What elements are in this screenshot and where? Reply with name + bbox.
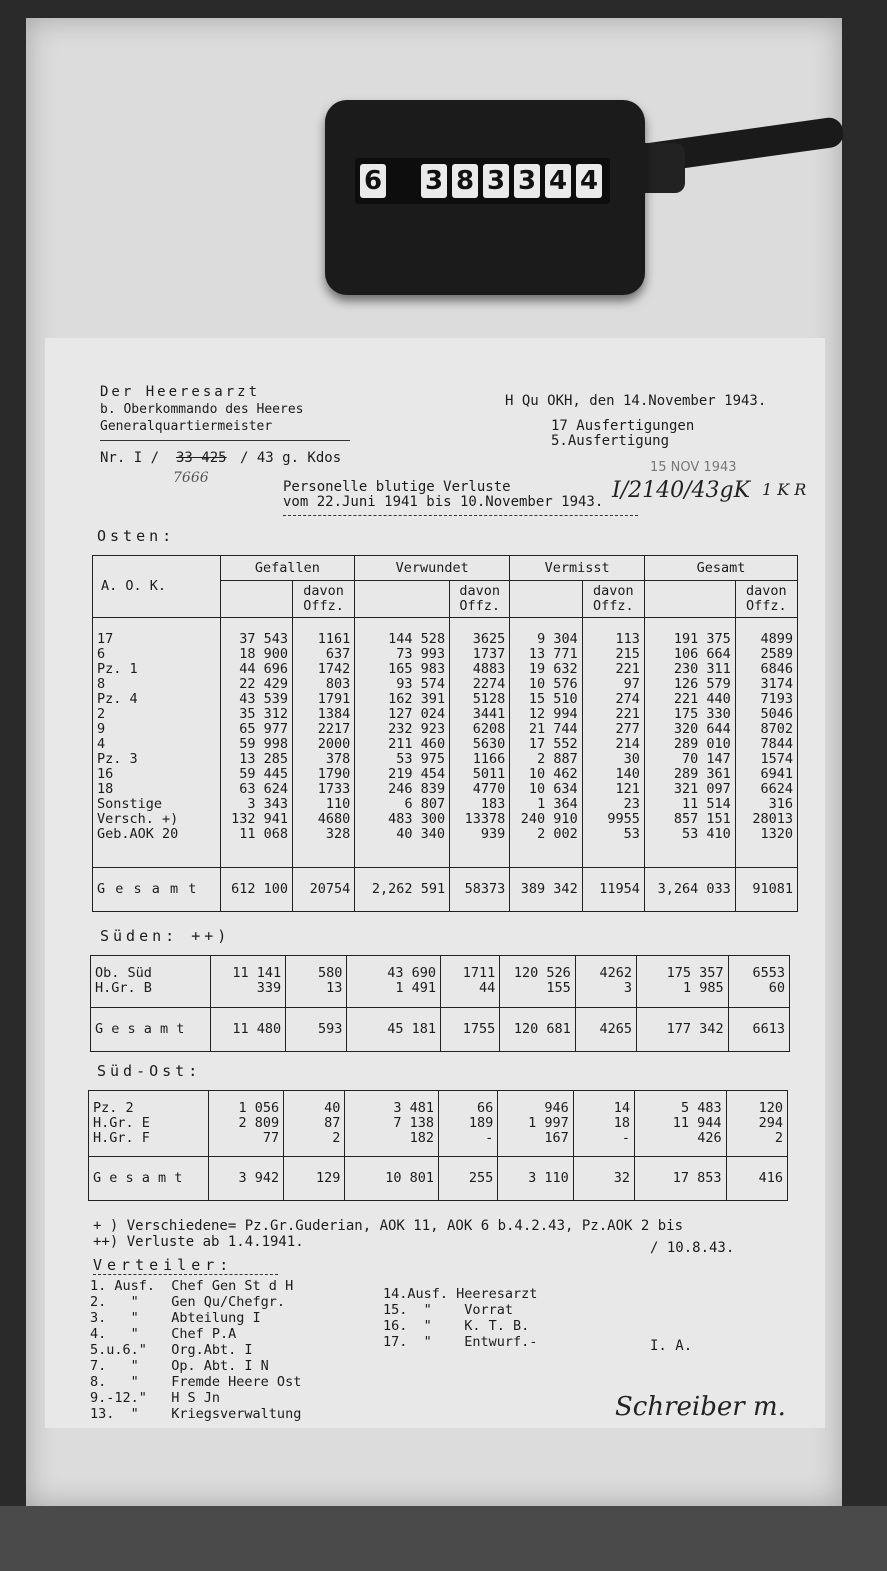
suedost-ges: 5 483 11 944 426 xyxy=(635,1091,727,1157)
ref-handwritten: 7666 xyxy=(173,470,209,486)
counter-digit: 3 xyxy=(514,164,540,198)
col-ges-offz: davon Offz. xyxy=(735,581,797,618)
counter-digit: 4 xyxy=(576,164,602,198)
osten-ver: 144 528 73 993 165 983 93 574 162 391 127 024 232 923 211 460 53 975 219 454 246 839 6 807 483 300 40 340 xyxy=(355,618,450,868)
osten-total-gef-offz: 20754 xyxy=(292,868,354,912)
sueden-total-label: G e s a m t xyxy=(91,1008,211,1052)
col-gef-offz: davon Offz. xyxy=(292,581,354,618)
verteiler-right: 14.Ausf. Heeresarzt 15. " Vorrat 16. " K. T. B. 17. " Entwurf.- xyxy=(383,1286,538,1350)
sender-underline xyxy=(100,440,350,441)
suedost-ges-offz: 120 294 2 xyxy=(726,1091,787,1157)
sueden-gef-offz: 580 13 xyxy=(286,956,347,1008)
suedost-total-gef-offz: 129 xyxy=(284,1157,345,1201)
section-sueden: Süden: ++) xyxy=(100,927,231,945)
table-osten xyxy=(92,555,798,912)
copy-number: 5.Ausfertigung xyxy=(551,433,670,449)
col-ver-total xyxy=(355,581,450,618)
footnote-2-cont: / 10.8.43. xyxy=(650,1240,735,1256)
copies-count: 17 Ausfertigungen xyxy=(551,418,695,434)
suedost-vm: 946 1 997 167 xyxy=(498,1091,573,1157)
sueden-total-ver-offz: 1755 xyxy=(440,1008,499,1052)
counter-digit: 3 xyxy=(483,164,509,198)
sueden-vm-offz: 4262 3 xyxy=(575,956,636,1008)
suedost-vm-offz: 14 18 - xyxy=(573,1091,634,1157)
suedost-total-ver-offz: 255 xyxy=(438,1157,497,1201)
col-vm-offz: davon Offz. xyxy=(582,581,644,618)
suedost-gef: 1 056 2 809 77 xyxy=(208,1091,283,1157)
col-aok: A. O. K. xyxy=(93,556,221,618)
handwritten-reference: I/2140/43gK xyxy=(612,478,751,503)
received-stamp: 15 NOV 1943 xyxy=(650,460,737,475)
sueden-total-gef: 11 480 xyxy=(210,1008,285,1052)
suedost-ver-offz: 66 189 - xyxy=(438,1091,497,1157)
ref-suffix: / 43 g. Kdos xyxy=(240,450,342,466)
ref-struck: 33 425 xyxy=(176,450,227,466)
suedost-total-vm-offz: 32 xyxy=(573,1157,634,1201)
title-line-1: Personelle blutige Verluste xyxy=(283,479,511,495)
counter-body xyxy=(325,100,645,295)
counter-digit: 6 xyxy=(360,164,386,198)
sueden-gef: 11 141 339 xyxy=(210,956,285,1008)
suedost-total-gef: 3 942 xyxy=(208,1157,283,1201)
col-gef-total xyxy=(220,581,292,618)
col-verwundet: Verwundet xyxy=(355,556,510,581)
counter-digit: 3 xyxy=(421,164,447,198)
section-osten: Osten: xyxy=(97,527,176,545)
signature: Schreiber m. xyxy=(615,1392,786,1422)
sueden-total-gef-offz: 593 xyxy=(286,1008,347,1052)
sueden-vm: 120 526 155 xyxy=(500,956,575,1008)
sender-line-3: Generalquartiermeister xyxy=(100,419,273,434)
osten-total-ver: 2,262 591 xyxy=(355,868,450,912)
col-vermisst: Vermisst xyxy=(510,556,645,581)
ref-prefix: Nr. I / xyxy=(100,450,160,466)
osten-total-ver-offz: 58373 xyxy=(450,868,510,912)
osten-ges: 191 375 106 664 230 311 126 579 221 440 175 330 320 644 289 010 70 147 289 361 321 097 11 514 857 151 53 410 xyxy=(644,618,735,868)
sueden-total-ver: 45 181 xyxy=(347,1008,441,1052)
table-suedost xyxy=(88,1090,788,1201)
counter-digit: 8 xyxy=(452,164,478,198)
sueden-ges-offz: 6553 60 xyxy=(728,956,789,1008)
photo-bottom-band xyxy=(0,1506,887,1571)
footnote-2: ++) Verluste ab 1.4.1941. xyxy=(93,1234,304,1250)
osten-ver-offz: 3625 1737 4883 2274 5128 3441 6208 5630 1166 5011 4770 183 13378 939 xyxy=(450,618,510,868)
osten-total-ges-offz: 91081 xyxy=(735,868,797,912)
sueden-ver-offz: 1711 44 xyxy=(440,956,499,1008)
suedost-total-vm: 3 110 xyxy=(498,1157,573,1201)
osten-ges-offz: 4899 2589 6846 3174 7193 5046 8702 7844 1574 6941 6624 316 28013 1320 xyxy=(735,618,797,868)
counter-window xyxy=(355,158,610,204)
title-line-2: vom 22.Juni 1941 bis 10.November 1943. xyxy=(283,494,604,510)
suedost-total-ges-offz: 416 xyxy=(726,1157,787,1201)
verteiler-title: Verteiler: xyxy=(93,1256,234,1274)
suedost-gef-offz: 40 87 2 xyxy=(284,1091,345,1157)
sueden-ges: 175 357 1 985 xyxy=(637,956,729,1008)
osten-total-vm: 389 342 xyxy=(510,868,582,912)
osten-total-gef: 612 100 xyxy=(220,868,292,912)
section-suedost: Süd-Ost: xyxy=(97,1062,202,1080)
counter-digit: 4 xyxy=(545,164,571,198)
sueden-labels: Ob. Süd H.Gr. B xyxy=(91,956,211,1008)
osten-labels: 17 6 Pz. 1 8 Pz. 4 2 9 4 Pz. 3 16 18 Sonstige Versch. +) Geb.AOK 20 xyxy=(93,618,221,868)
sueden-total-vm: 120 681 xyxy=(500,1008,575,1052)
col-gefallen: Gefallen xyxy=(220,556,355,581)
osten-vm: 9 304 13 771 19 632 10 576 15 510 12 994 21 744 17 552 2 887 10 462 10 634 1 364 240 910 2 002 xyxy=(510,618,582,868)
suedost-ver: 3 481 7 138 182 xyxy=(345,1091,439,1157)
sueden-ver: 43 690 1 491 xyxy=(347,956,441,1008)
ia-label: I. A. xyxy=(650,1338,693,1354)
suedost-total-ver: 10 801 xyxy=(345,1157,439,1201)
verteiler-underline xyxy=(93,1274,278,1275)
sueden-total-ges: 177 342 xyxy=(637,1008,729,1052)
osten-gef-offz: 1161 637 1742 803 1791 1384 2217 2000 378 1790 1733 110 4680 328 xyxy=(292,618,354,868)
col-ver-offz: davon Offz. xyxy=(450,581,510,618)
mechanical-counter xyxy=(305,95,685,300)
table-sueden xyxy=(90,955,790,1052)
osten-vm-offz: 113 215 221 97 274 221 277 214 30 140 121 23 9955 53 xyxy=(582,618,644,868)
osten-gef: 37 543 18 900 44 696 22 429 43 539 35 312 65 977 59 998 13 285 59 445 63 624 3 343 132 941 11 068 xyxy=(220,618,292,868)
col-ges-total xyxy=(644,581,735,618)
sender-line-1: Der Heeresarzt xyxy=(100,384,261,400)
verteiler-left: 1. Ausf. Chef Gen St d H 2. " Gen Qu/Chefgr. 3. " Abteilung I 4. " Chef P.A 5.u.6." Org.Abt. I 7. " Op. Abt. I N 8. " Fremde Heere Ost 9.-12." H S Jn 13. " Kriegsverwaltung xyxy=(90,1278,302,1422)
col-vm-total xyxy=(510,581,582,618)
handwritten-reference-2: 1 K R xyxy=(762,480,807,499)
sender-line-2: b. Oberkommando des Heeres xyxy=(100,402,304,417)
footnote-1: + ) Verschiedene= Pz.Gr.Guderian, AOK 11, AOK 6 b.4.2.43, Pz.AOK 2 bis xyxy=(93,1218,684,1234)
osten-total-label: G e s a m t xyxy=(93,868,221,912)
osten-total-vm-offz: 11954 xyxy=(582,868,644,912)
suedost-total-label: G e s a m t xyxy=(89,1157,209,1201)
suedost-labels: Pz. 2 H.Gr. E H.Gr. F xyxy=(89,1091,209,1157)
title-underline xyxy=(283,515,638,516)
osten-total-ges: 3,264 033 xyxy=(644,868,735,912)
sueden-total-vm-offz: 4265 xyxy=(575,1008,636,1052)
place-date: H Qu OKH, den 14.November 1943. xyxy=(505,393,767,409)
suedost-total-ges: 17 853 xyxy=(635,1157,727,1201)
col-gesamt: Gesamt xyxy=(644,556,797,581)
sueden-total-ges-offz: 6613 xyxy=(728,1008,789,1052)
